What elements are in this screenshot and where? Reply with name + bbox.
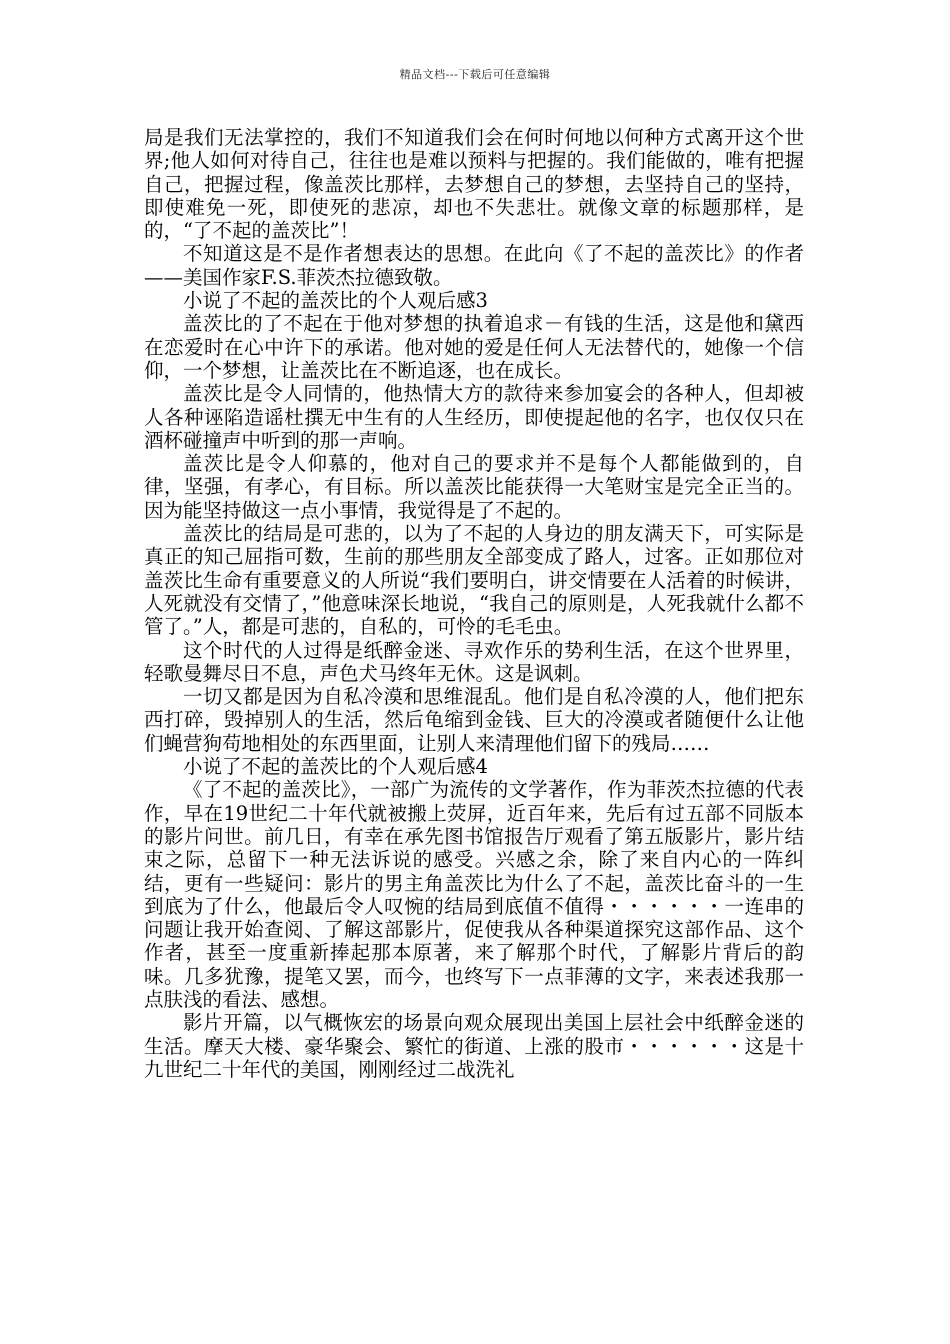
page-header: 精品文档---下载后可任意编辑 [399, 68, 551, 81]
paragraph: 盖茨比是令人仰慕的，他对自己的要求并不是每个人都能做到的，自律，坚强，有孝心，有目标。所以盖茨比能获得一大笔财宝是完全正当的。因为能坚持做这一点小事情，我觉得是了不起的。 [144, 452, 804, 522]
paragraph: 影片开篇，以气概恢宏的场景向观众展现出美国上层社会中纸醉金迷的生活。摩天大楼、豪华聚会、繁忙的街道、上涨的股市・・・・・・这是十九世纪二十年代的美国，刚刚经过二战洗礼 [144, 1011, 804, 1081]
paragraph: 盖茨比的了不起在于他对梦想的执着追求－有钱的生活，这是他和黛西在恋爱时在心中许下的承诺。他对她的爱是任何人无法替代的，她像一个信仰，一个梦想，让盖茨比在不断追逐，也在成长。 [144, 312, 804, 382]
paragraph: 盖茨比是令人同情的，他热情大方的款待来参加宴会的各种人，但却被人各种诬陷造谣杜撰无中生有的人生经历，即使提起他的名字，也仅仅只在酒杯碰撞声中听到的那一声响。 [144, 382, 804, 452]
paragraph: 盖茨比的结局是可悲的，以为了不起的人身边的朋友满天下，可实际是真正的知己屈指可数，生前的那些朋友全部变成了路人，过客。正如那位对盖茨比生命有重要意义的人所说“我们要明白，讲交情要在人活着的时候讲，人死就没有交情了，”他意味深长地说，“我自己的原则是，人死我就什么都不管了。”人，都是可悲的，自私的，可怜的毛毛虫。 [144, 522, 804, 639]
section-heading: 小说了不起的盖茨比的个人观后感4 [183, 755, 488, 779]
paragraph: 不知道这是不是作者想表达的思想。在此向《了不起的盖茨比》的作者——美国作家F.S.菲茨杰拉德致敬。 [144, 242, 804, 289]
section-heading: 小说了不起的盖茨比的个人观后感3 [183, 289, 488, 313]
paragraph: 这个时代的人过得是纸醉金迷、寻欢作乐的势利生活，在这个世界里，轻歌曼舞尽日不息，声色犬马终年无休。这是讽刺。 [144, 638, 804, 685]
paragraph: 《了不起的盖茨比》，一部广为流传的文学著作，作为菲茨杰拉德的代表作，早在19世纪二十年代就被搬上荧屏，近百年来，先后有过五部不同版本的影片问世。前几日，有幸在承先图书馆报告厅观看了第五版影片，影片结束之际，总留下一种无法诉说的感受。兴感之余，除了来自内心的一阵纠结，更有一些疑问：影片的男主角盖茨比为什么了不起，盖茨比奋斗的一生到底为了什么，他最后令人叹惋的结局到底值不值得・・・・・・一连串的问题让我开始查阅、了解这部影片，促使我从各种渠道探究这部作品、这个作者，甚至一度重新捧起那本原著，来了解那个时代，了解影片背后的韵味。几多犹豫，提笔又罢，而今，也终写下一点菲薄的文字，来表述我那一点肤浅的看法、感想。 [144, 778, 804, 1011]
paragraph: 一切又都是因为自私冷漠和思维混乱。他们是自私冷漠的人，他们把东西打碎，毁掉别人的生活，然后龟缩到金钱、巨大的冷漠或者随便什么让他们蝇营狗苟地相处的东西里面，让别人来清理他们留下的残局…… [144, 685, 804, 755]
document-body [144, 126, 804, 1081]
paragraph: 局是我们无法掌控的，我们不知道我们会在何时何地以何种方式离开这个世界;他人如何对待自己，往往也是难以预料与把握的。我们能做的，唯有把握自己，把握过程，像盖茨比那样，去梦想自己的梦想，去坚持自己的坚持，即使难免一死，即使死的悲凉，却也不失悲壮。就像文章的标题那样，是的，“了不起的盖茨比”！ [144, 126, 804, 243]
